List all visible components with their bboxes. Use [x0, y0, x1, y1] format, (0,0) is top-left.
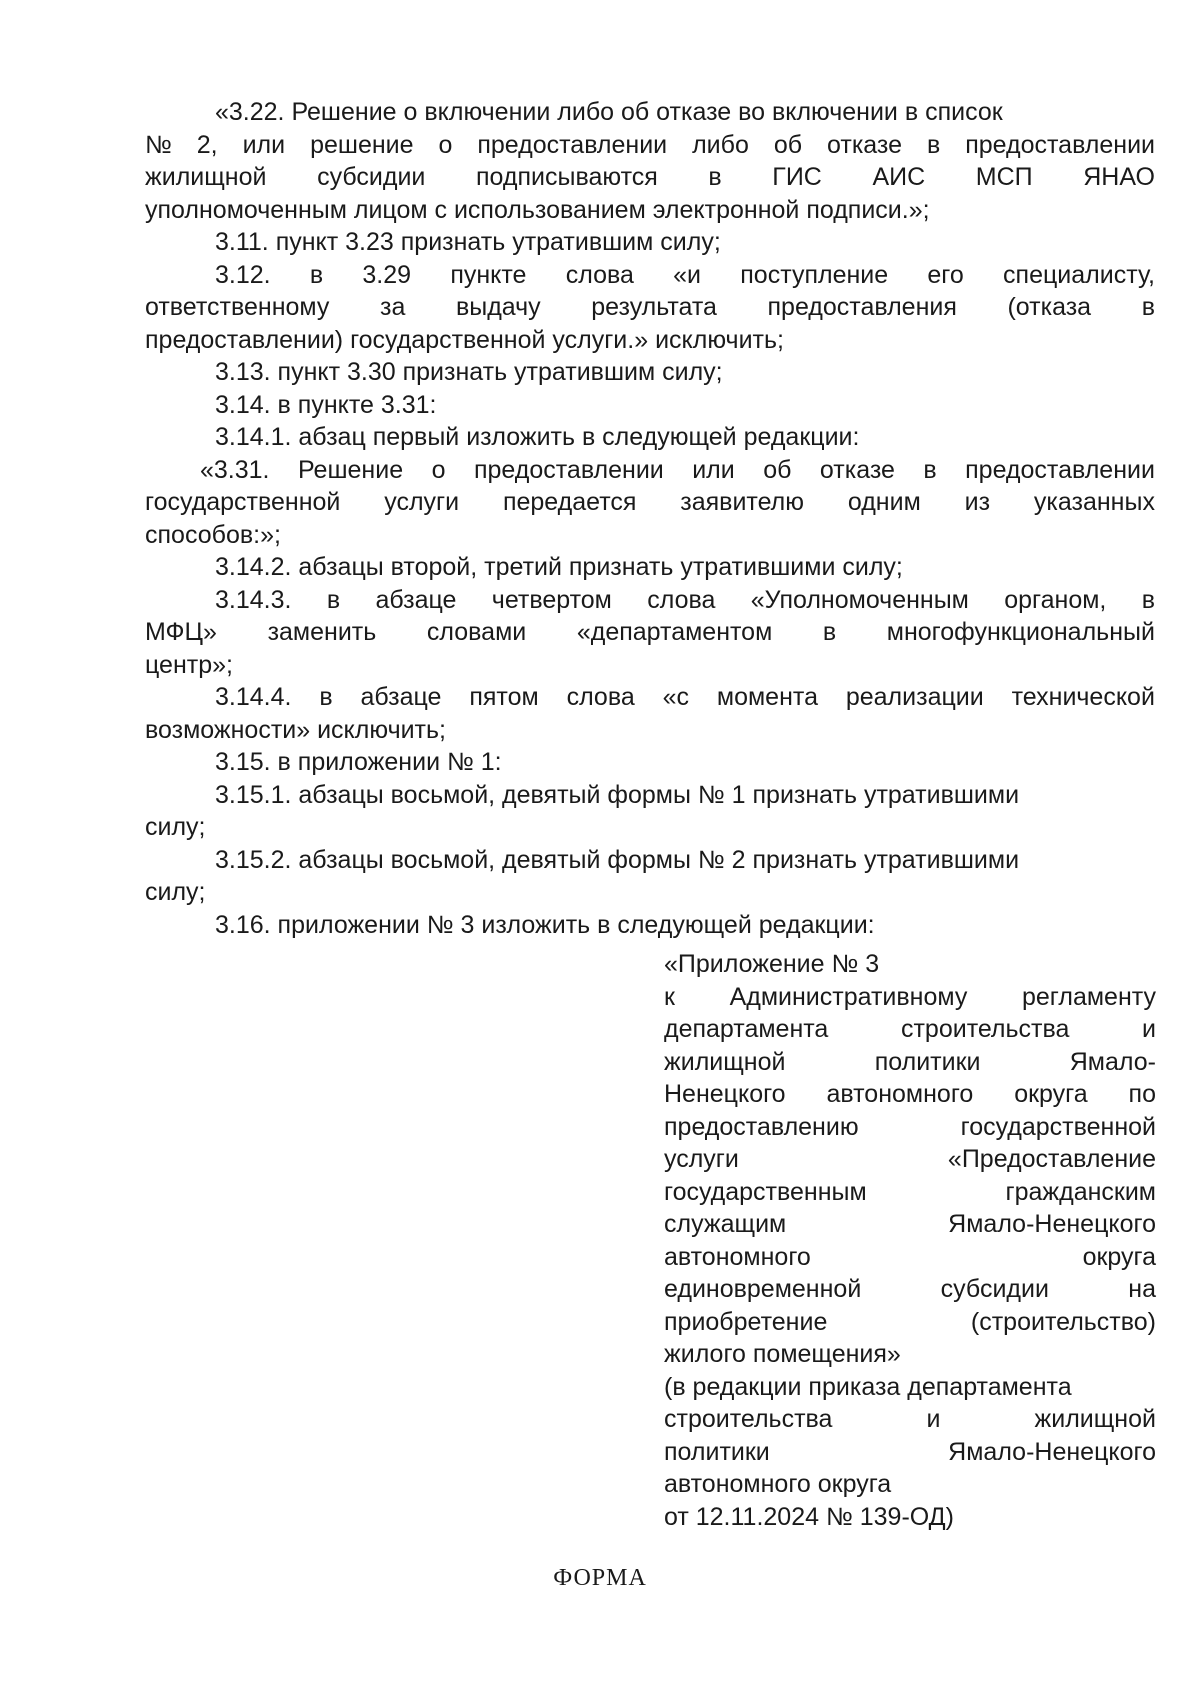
appendix-line: служащим Ямало-Ненецкого	[664, 1210, 1156, 1238]
paragraph-line: ответственному за выдачу результата предоставления (отказа в	[145, 293, 1155, 321]
paragraph-line: 3.14.1. абзац первый изложить в следующей редакции:	[215, 423, 860, 451]
paragraph-line: возможности» исключить;	[145, 715, 446, 744]
paragraph-line: 3.15.1. абзацы восьмой, девятый формы № 1 признать утратившими	[215, 780, 1020, 809]
paragraph-line: способов:»;	[145, 520, 281, 549]
appendix-line: к Административному регламенту	[664, 982, 1156, 1011]
appendix-line: политики Ямало-Ненецкого	[664, 1437, 1156, 1466]
appendix-line: «Приложение № 3	[664, 950, 880, 978]
appendix-line: Ненецкого автономного округа по	[664, 1080, 1156, 1108]
form-title: ФОРМА	[553, 1565, 647, 1591]
appendix-line: автономного округа	[664, 1242, 1156, 1271]
paragraph-line: 3.13. пункт 3.30 признать утратившим силу;	[215, 358, 723, 386]
appendix-line: от 12.11.2024 № 139-ОД)	[664, 1502, 954, 1531]
paragraph-line: 3.15.2. абзацы восьмой, девятый формы № 2 признать утратившими	[215, 845, 1020, 874]
appendix-line: (в редакции приказа департамента	[664, 1372, 1072, 1401]
appendix-line: приобретение (строительство)	[664, 1307, 1156, 1336]
paragraph-line: «3.31. Решение о предоставлении или об отказе в предоставлении	[200, 455, 1155, 484]
paragraph-line: предоставлении) государственной услуги.» исключить;	[145, 325, 784, 354]
paragraph-line: 3.11. пункт 3.23 признать утратившим силу;	[215, 228, 721, 256]
paragraph-line: центр»;	[145, 650, 233, 679]
appendix-line: жилищной политики Ямало-	[664, 1047, 1156, 1076]
paragraph-line: 3.14.2. абзацы второй, третий признать утратившими силу;	[215, 553, 903, 581]
paragraph-line: государственной услуги передается заявителю одним из указанных	[145, 488, 1155, 516]
appendix-line: жилого помещения»	[664, 1340, 901, 1368]
appendix-line: единовременной субсидии на	[664, 1275, 1156, 1303]
paragraph-line: 3.14.4. в абзаце пятом слова «с момента реализации технической	[215, 683, 1155, 711]
appendix-line: департамента строительства и	[664, 1015, 1156, 1043]
paragraph-line: 3.12. в 3.29 пункте слова «и поступление его специалисту,	[215, 260, 1155, 289]
appendix-line: предоставлению государственной	[664, 1112, 1156, 1141]
paragraph-line: 3.15. в приложении № 1:	[215, 748, 502, 776]
paragraph-line: 3.16. приложении № 3 изложить в следующей редакции:	[215, 910, 875, 939]
paragraph-line: уполномоченным лицом с использованием электронной подписи.»;	[145, 195, 930, 224]
appendix-line: автономного округа	[664, 1470, 892, 1498]
paragraph-line: жилищной субсидии подписываются в ГИС АИС МСП ЯНАО	[145, 163, 1155, 191]
appendix-header	[664, 948, 1156, 1533]
paragraph-line: силу;	[145, 878, 206, 906]
appendix-line: строительства и жилищной	[664, 1405, 1156, 1433]
document-body	[145, 96, 1155, 941]
paragraph-line: 3.14. в пункте 3.31:	[215, 390, 437, 419]
paragraph-line: 3.14.3. в абзаце четвертом слова «Уполномоченным органом, в	[215, 585, 1155, 614]
paragraph-line: МФЦ» заменить словами «департаментом в многофункциональный	[145, 618, 1155, 646]
appendix-line: государственным гражданским	[664, 1177, 1156, 1206]
paragraph-line: «3.22. Решение о включении либо об отказе во включении в список	[215, 98, 1003, 126]
paragraph-line: силу;	[145, 813, 206, 841]
paragraph-line: № 2, или решение о предоставлении либо об отказе в предоставлении	[145, 130, 1155, 159]
appendix-line: услуги «Предоставление	[664, 1145, 1156, 1173]
